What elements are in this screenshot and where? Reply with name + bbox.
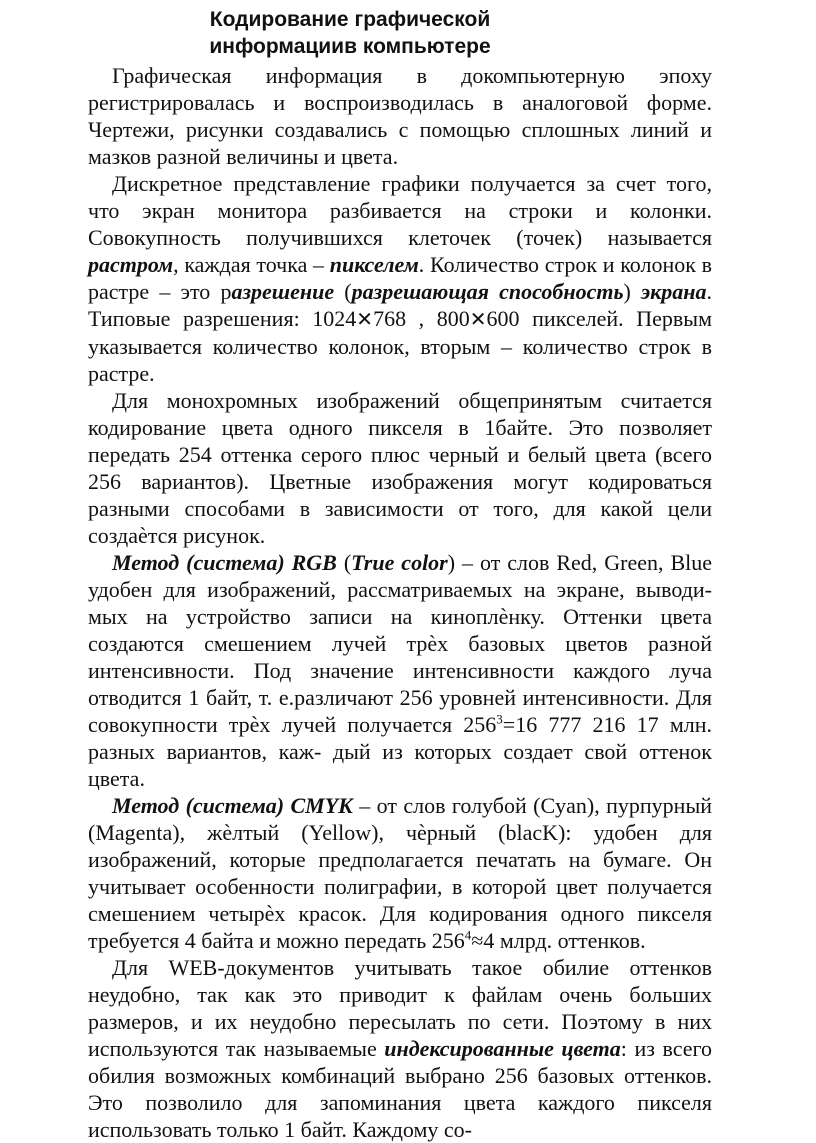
title-line-2: информациив компьютере (209, 35, 491, 58)
multiply-icon: ✕ (356, 307, 374, 331)
text-run: . Количество строк и колонок в растре – это р (88, 252, 712, 304)
term-resolving-ability: разрешающая способность (351, 279, 624, 304)
text-run: ≈4 млрд. оттенков. (471, 928, 646, 953)
exponent: 3 (496, 711, 503, 727)
text-run: : из всего обилия возможных комбинаций выбрано 256 базовых оттенков. Это позволило для запоминания цвета каждого пикселя использовать только 1 байт. Каждому со- (88, 1036, 712, 1142)
term-pixel: пикселем (329, 252, 419, 277)
title-line-1: Кодирование графической (209, 8, 491, 31)
term-rgb-method: Метод (система) RGB (112, 550, 337, 575)
document-body (88, 62, 712, 1143)
paragraph-3 (88, 387, 712, 549)
text-run: ( (336, 550, 352, 575)
text-run: , каждая точка – (173, 252, 330, 277)
term-screen: экрана (641, 279, 707, 304)
term-resolution: азрешение (231, 279, 335, 304)
text-run: ( (334, 279, 352, 304)
paragraph-1 (88, 62, 712, 170)
paragraph-4 (88, 549, 712, 792)
term-raster: растром (88, 252, 174, 277)
paragraph-1-text: Графическая информация в докомпьютерную эпоху регистрировалась и воспроизводилась в аналоговой форме. Чертежи, рисунки создавались с помощью сплошных линий и мазков разной величины и цвета. (88, 63, 712, 169)
paragraph-5 (88, 792, 712, 954)
text-run: Дискретное представление графики получается за счет того, что экран монитора разбивается на строки и колонки. Совокупность получившихся клеточек (точек) называется (88, 171, 712, 250)
text-run: – от слов голубой (Cyan), пурпурный (Magenta), жѐлтый (Yellow), чѐрный (blacK): удобен для изображений, которые предполагается печатать на бумаге. Он учитывает особенности полиграфии, в которой цвет получается смешением четырѐх красок. Для кодирования одного пикселя требуется 4 байта и можно передать 256 (88, 793, 712, 953)
paragraph-3-text: Для монохромных изображений общепринятым считается кодирование цвета одного пикселя в 1байте. Это позволяет передать 254 оттенка серого плюс черный и белый цвета (всего 256 вариантов). Цветные изображения могут кодироваться разными способами в зависимости от того, для какой цели создаѐтся рисунок. (88, 388, 712, 548)
term-indexed-colors: индексированные цвета (384, 1036, 621, 1061)
text-run: Для WEB-документов учитывать такое обилие оттенков неудобно, так как это приводит к файлам очень больших размеров, и их неудобно пересылать по сети. Поэтому в них используются так называемые (88, 955, 712, 1061)
text-run: ) – от слов Red, Green, Blue удобен для изображений, рассматриваемых на экране, выводи- мых на устройство записи на киноплѐнку. Оттенки цвета создаются смешением лучей трѐх базовых цветов разной интенсивности. Под значение интенсивности каждого луча отводится 1 байт, т. е.различают 256 уровней интенсивности. Для совокупности трѐх лучей получается 256 (88, 550, 713, 737)
text-run: ) (623, 279, 642, 304)
page-title (0, 6, 700, 60)
term-cmyk-method: Метод (система) CMYK (112, 793, 353, 818)
text-run: =16 777 216 17 млн. разных вариантов, каж- дый из которых создает свой оттенок цвета. (88, 712, 712, 791)
paragraph-6 (88, 954, 712, 1143)
paragraph-2 (88, 170, 712, 387)
text-run: 768 , 800 (373, 306, 470, 331)
text-run: 600 пикселей. Первым указывается количество колонок, вторым – количество строк в растре. (88, 306, 713, 386)
text-run: . Типовые разрешения: 1024 (88, 279, 713, 331)
multiply-icon: ✕ (469, 307, 487, 331)
term-true-color: True color (351, 550, 448, 575)
exponent: 4 (464, 927, 472, 943)
